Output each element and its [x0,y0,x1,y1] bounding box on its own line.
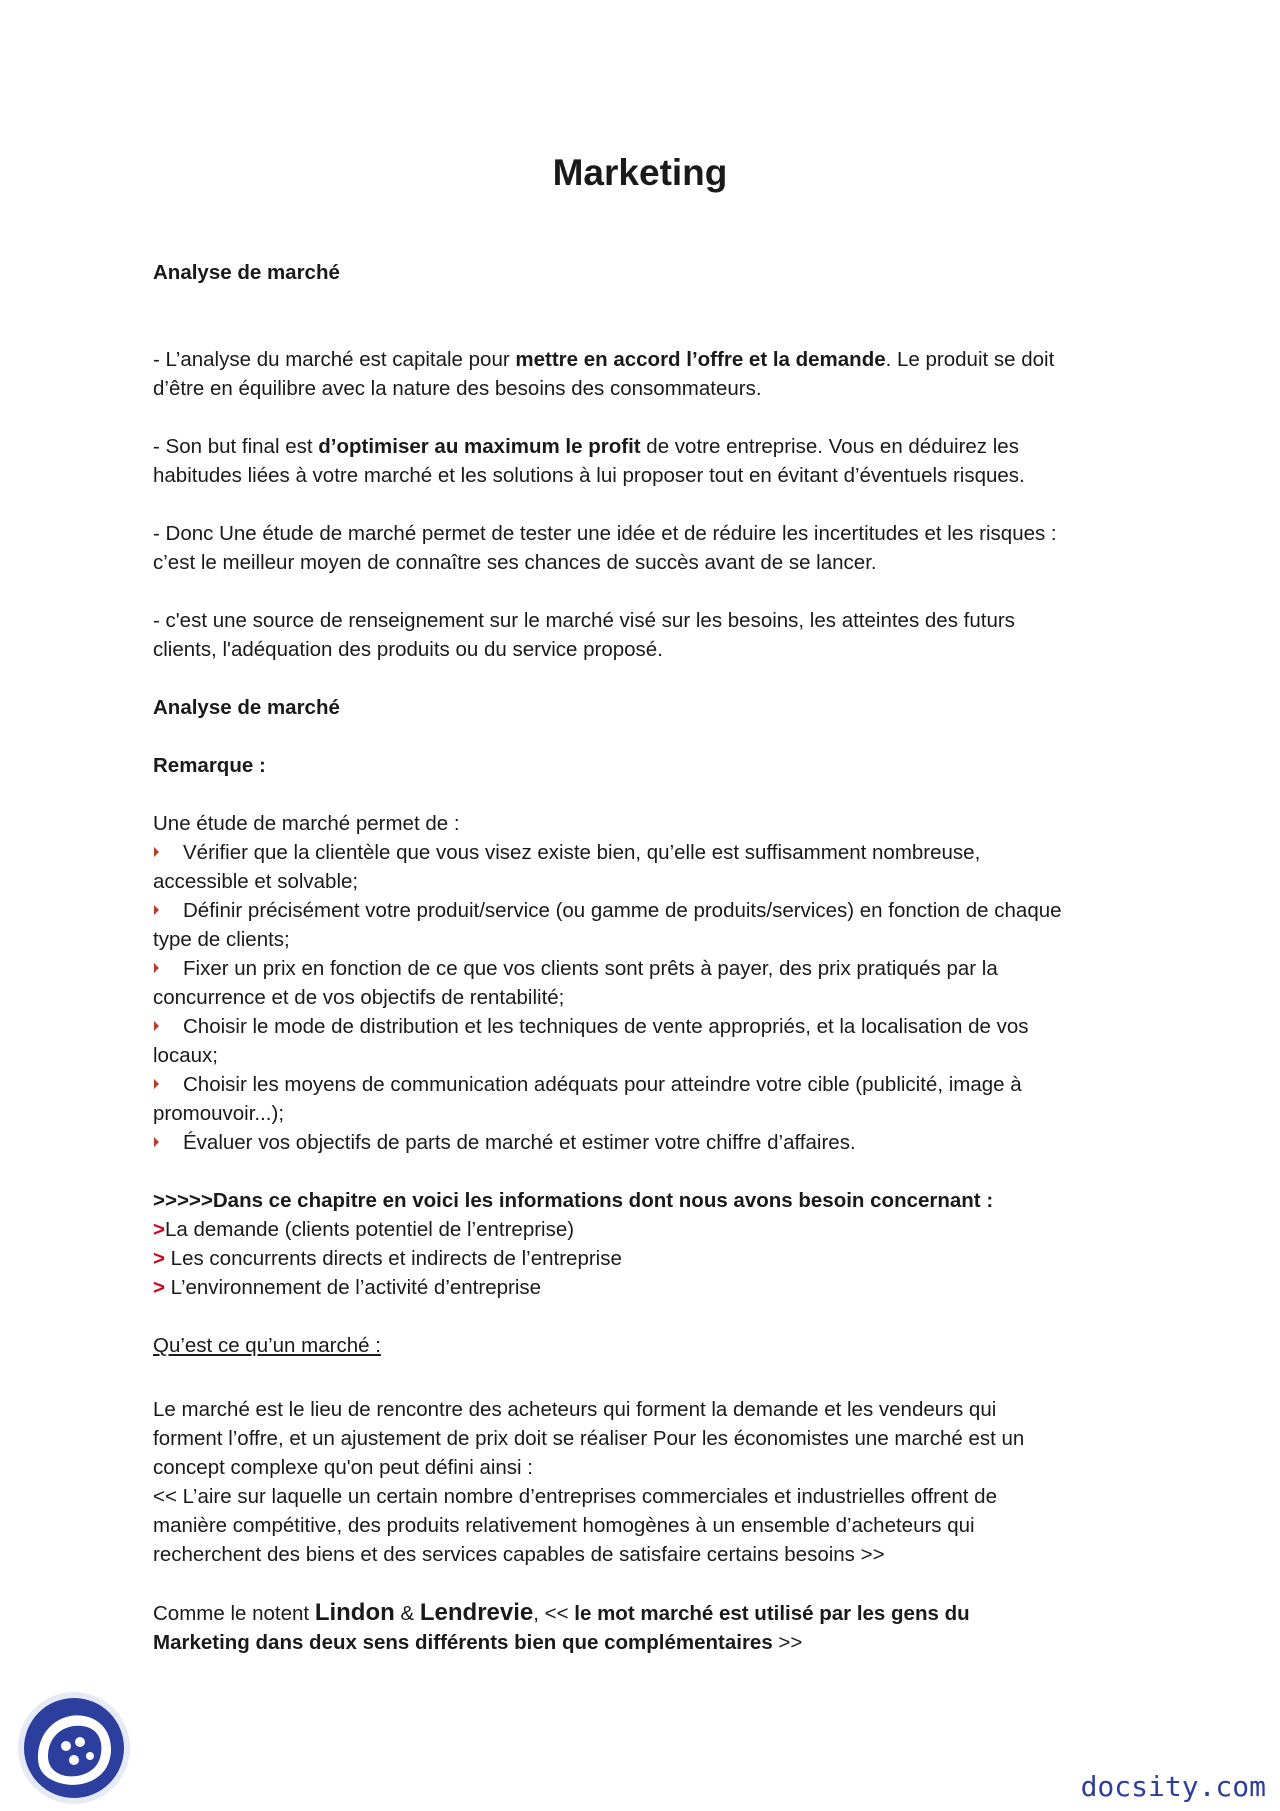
list-item: Vérifier que la clientèle que vous visez existe bien, qu’elle est suffisamment nombreuse, accessible et solvable; [153,841,981,893]
document-body [153,258,1143,1657]
bullet-arrow-icon [154,1137,159,1147]
author-lindon: Lindon [314,1599,395,1626]
gt-marker: > [153,1247,165,1270]
list-item: >La demande (clients potentiel de l’entreprise) [153,1218,575,1241]
gt-marker: > [153,1218,165,1241]
emphasis-profit: d’optimiser au maximum le profit [318,435,641,458]
lindon-quote: Comme le notent Lindon & Lendrevie, << le mot marché est utilisé par les gens du Marketing dans deux sens différents bien que complémentaires >> [153,1599,970,1654]
gt-marker: > [153,1276,165,1299]
list-item: Évaluer vos objectifs de parts de marché et estimer votre chiffre d’affaires. [153,1128,1143,1157]
emphasis-offre-demande: mettre en accord l’offre et la demande [515,348,886,371]
list-item: Choisir le mode de distribution et les techniques de vente appropriés, et la localisation de vos locaux; [153,1015,1029,1067]
bullet-arrow-icon [154,905,159,915]
section-heading-analyse-2: Analyse de marché [153,696,340,719]
author-lendrevie: Lendrevie [419,1599,534,1626]
remarque-heading: Remarque : [153,754,266,777]
paragraph-4: - c'est une source de renseignement sur le marché visé sur les besoins, les atteintes des futurs clients, l'adéquation des produits ou du service proposé. [153,609,1015,661]
paragraph-1: - L’analyse du marché est capitale pour mettre en accord l’offre et la demande. Le produit se doit d’être en équilibre avec la nature des besoins des consommateurs. [153,348,1055,400]
list-item: Choisir les moyens de communication adéquats pour atteindre votre cible (publicité, image à promouvoir...); [153,1073,1022,1125]
bullet-arrow-icon [154,847,159,857]
bullet-arrow-icon [154,1079,159,1089]
list-item: > L’environnement de l’activité d’entreprise [153,1276,542,1299]
chapter-info: >>>>>Dans ce chapitre en voici les informations dont nous avons besoin concernant : [153,1189,994,1212]
docsity-logo-icon [14,1688,134,1808]
list-item: Définir précisément votre produit/service (ou gamme de produits/services) en fonction de chaque type de clients; [153,899,1062,951]
market-definition: Le marché est le lieu de rencontre des acheteurs qui forment la demande et les vendeurs qui forment l’offre, et un ajustement de prix doit se réaliser Pour les économistes une marché est un concept complexe qu'on peut défini ainsi : << L’aire sur laquelle un certain nombre d’entreprises commerciales et industrielles offrent de manière compétitive, des produits relativement homogènes à un ensemble d’acheteurs qui recherchent des biens et des services capables de satisfaire certains besoins >> [153,1398,1025,1566]
list-item: > Les concurrents directs et indirects de l’entreprise [153,1247,622,1270]
market-question-heading: Qu’est ce qu’un marché : [153,1334,381,1357]
section-heading-analyse: Analyse de marché [153,261,340,284]
list-item: Fixer un prix en fonction de ce que vos clients sont prêts à payer, des prix pratiqués par la concurrence et de vos objectifs de rentabilité; [153,957,998,1009]
docsity-watermark: docsity.com [1080,1770,1266,1803]
list-intro: Une étude de marché permet de : [153,812,460,835]
paragraph-2: - Son but final est d’optimiser au maximum le profit de votre entreprise. Vous en déduirez les habitudes liées à votre marché et les solutions à lui proposer tout en évitant d’éventuels risques. [153,435,1025,487]
bullet-arrow-icon [154,1021,159,1031]
bullet-arrow-icon [154,963,159,973]
page-title: Marketing [552,152,728,193]
paragraph-3: - Donc Une étude de marché permet de tester une idée et de réduire les incertitudes et les risques : c’est le meilleur moyen de connaître ses chances de succès avant de se lancer. [153,522,1057,574]
